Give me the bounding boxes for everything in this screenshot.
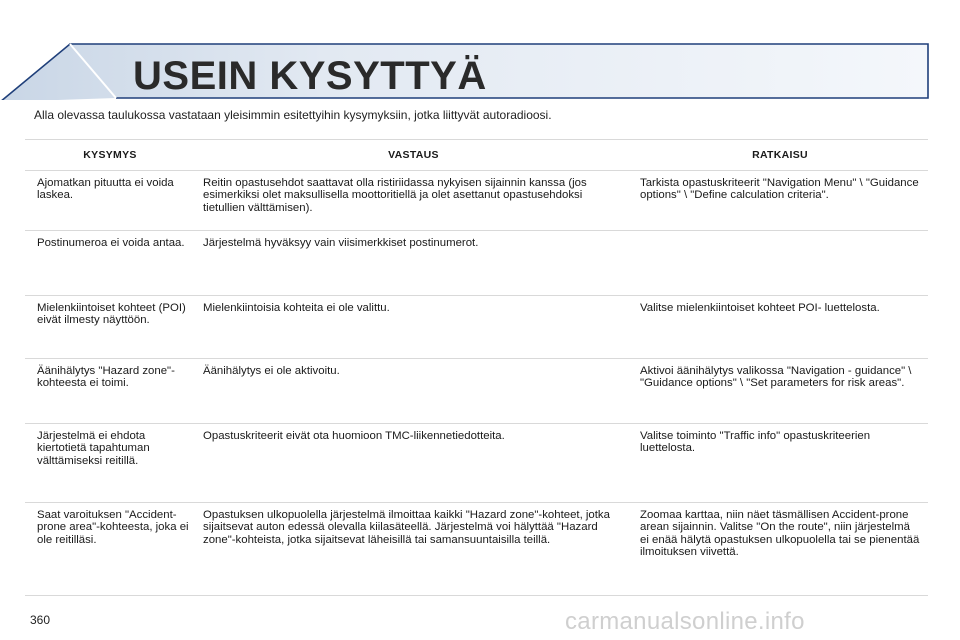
page-number: 360	[30, 613, 51, 627]
table-header-row	[25, 140, 928, 171]
question-cell: Järjestelmä ei ehdota kiertotietä tapahtuman välttämiseksi reitillä.	[25, 424, 195, 503]
table-row	[25, 503, 928, 596]
page-header	[0, 0, 960, 100]
question-cell: Äänihälytys "Hazard zone"-kohteesta ei toimi.	[25, 359, 195, 424]
solution-cell: Aktivoi äänihälytys valikossa "Navigation - guidance" \ "Guidance options" \ "Set parameters for risk areas".	[632, 359, 928, 424]
question-cell: Postinumeroa ei voida antaa.	[25, 231, 195, 296]
table-row	[25, 359, 928, 424]
table-row	[25, 296, 928, 359]
column-header-answer: VASTAUS	[195, 140, 632, 171]
question-cell: Ajomatkan pituutta ei voida laskea.	[25, 171, 195, 231]
faq-table	[25, 139, 928, 596]
table-row	[25, 171, 928, 231]
solution-cell: Valitse toiminto "Traffic info" opastuskriteerien luettelosta.	[632, 424, 928, 503]
solution-cell: Valitse mielenkiintoiset kohteet POI- luettelosta.	[632, 296, 928, 359]
table-row	[25, 231, 928, 296]
answer-cell: Opastuskriteerit eivät ota huomioon TMC-liikennetiedotteita.	[195, 424, 632, 503]
question-cell: Saat varoituksen "Accident-prone area"-kohteesta, joka ei ole reitilläsi.	[25, 503, 195, 596]
column-header-question: KYSYMYS	[25, 140, 195, 171]
answer-cell: Äänihälytys ei ole aktivoitu.	[195, 359, 632, 424]
solution-cell	[632, 231, 928, 296]
intro-text: Alla olevassa taulukossa vastataan yleisimmin esitettyihin kysymyksiin, jotka liittyvät autoradioosi.	[34, 108, 552, 122]
answer-cell: Reitin opastusehdot saattavat olla ristiriidassa nykyisen sijainnin kanssa (jos esimerkiksi olet maksullisella moottoritiellä ja olet asettanut opastusehdoksi tietullien välttämisen).	[195, 171, 632, 231]
column-header-solution: RATKAISU	[632, 140, 928, 171]
solution-cell: Tarkista opastuskriteerit "Navigation Menu" \ "Guidance options" \ "Define calculation criteria".	[632, 171, 928, 231]
page-title: USEIN KYSYTTYÄ	[133, 54, 487, 98]
answer-cell: Mielenkiintoisia kohteita ei ole valittu.	[195, 296, 632, 359]
table-row	[25, 424, 928, 503]
solution-cell: Zoomaa karttaa, niin näet täsmällisen Accident-prone arean sijainnin. Valitse "On the route", niin järjestelmä ei enää hälytä opastuksen ulkopuolella tai se pienentää ilmoituksen viivettä.	[632, 503, 928, 596]
question-cell: Mielenkiintoiset kohteet (POI) eivät ilmesty näyttöön.	[25, 296, 195, 359]
answer-cell: Opastuksen ulkopuolella järjestelmä ilmoittaa kaikki "Hazard zone"-kohteet, jotka sijaitsevat auton edessä olevalla kiilasäteellä. Järjestelmä voi hälyttää "Hazard zone"-kohteista, jotka sijaitsevat läheisillä tai samansuuntaisilla teillä.	[195, 503, 632, 596]
answer-cell: Järjestelmä hyväksyy vain viisimerkkiset postinumerot.	[195, 231, 632, 296]
watermark: carmanualsonline.info	[565, 608, 805, 635]
